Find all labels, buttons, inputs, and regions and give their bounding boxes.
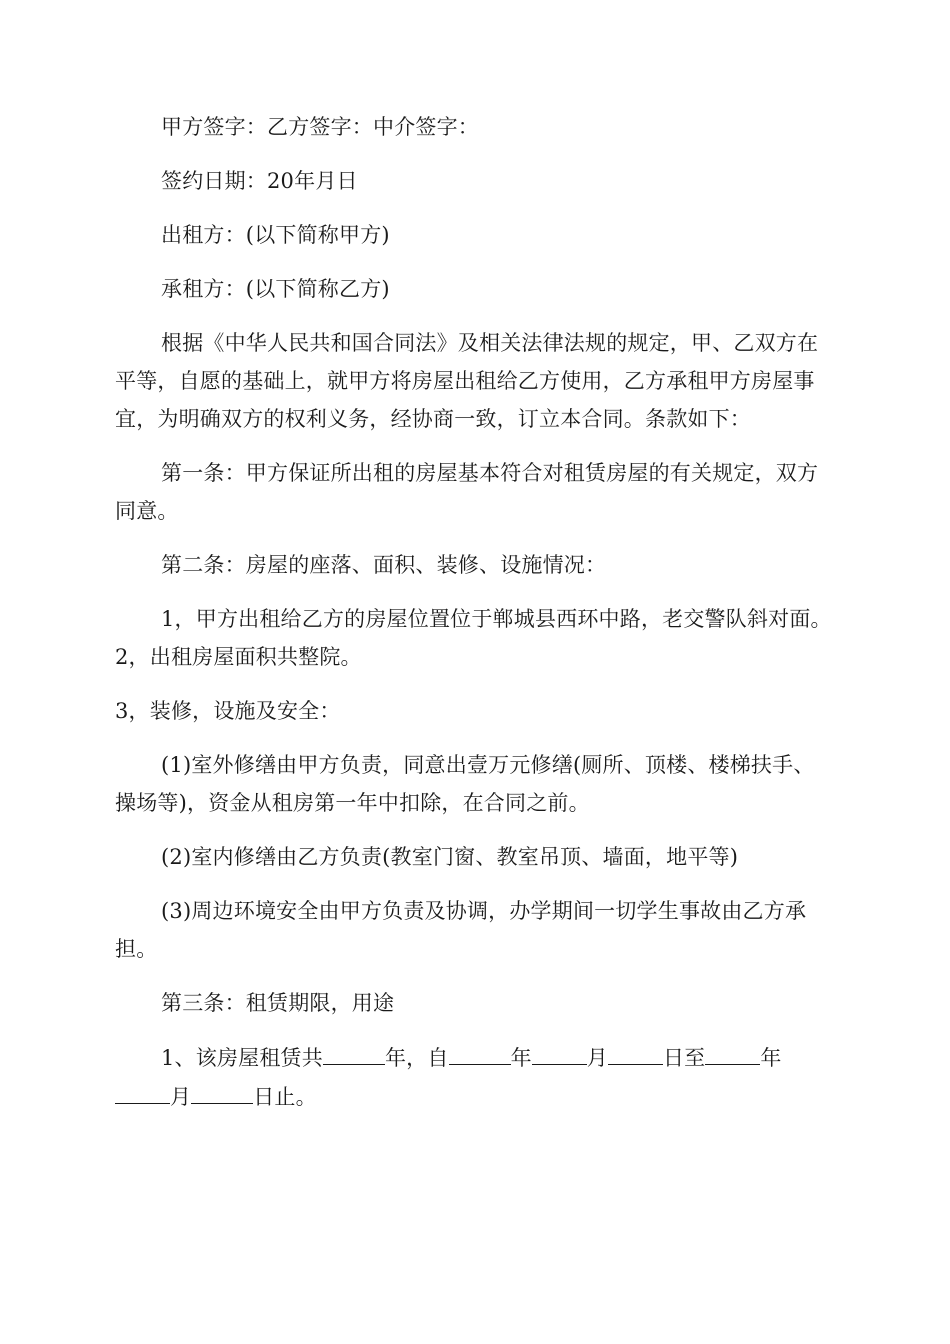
term-text-3: 年 bbox=[510, 1046, 532, 1070]
article-3-heading: 第三条：租赁期限，用途 bbox=[161, 991, 395, 1015]
article-1-paragraph: 第一条：甲方保证所出租的房屋基本符合对租赁房屋的有关规定，双方同意。 bbox=[115, 461, 819, 523]
term-text-1: 1、该房屋租赁共 bbox=[161, 1046, 323, 1070]
subclause-2: (2)室内修缮由乙方负责(教室门窗、教室吊顶、墙面，地平等) bbox=[161, 845, 739, 869]
blank-start-year bbox=[449, 1038, 511, 1065]
article-2-heading: 第二条：房屋的座落、面积、装修、设施情况： bbox=[161, 553, 607, 577]
term-text-8: 日止。 bbox=[253, 1085, 317, 1109]
subclause-3: (3)周边环境安全由甲方负责及协调，办学期间一切学生事故由乙方承担。 bbox=[115, 899, 807, 961]
term-text-2: 年，自 bbox=[384, 1046, 449, 1070]
lease-term-paragraph bbox=[115, 1038, 835, 1116]
term-text-6: 年 bbox=[760, 1046, 782, 1070]
blank-years bbox=[323, 1038, 385, 1065]
blank-start-month bbox=[532, 1038, 587, 1065]
sign-date-line: 签约日期：20年月日 bbox=[161, 169, 358, 193]
signature-line: 甲方签字：乙方签字：中介签字： bbox=[161, 115, 479, 139]
blank-end-day bbox=[191, 1077, 253, 1104]
article-2-item-3: 3，装修，设施及安全： bbox=[115, 699, 341, 723]
term-text-5: 日至 bbox=[662, 1046, 706, 1070]
contract-page bbox=[115, 108, 835, 1116]
article-2-item-1: 1，甲方出租给乙方的房屋位置位于郸城县西环中路，老交警队斜对面。2，出租房屋面积共整院。 bbox=[115, 607, 832, 669]
subclause-1: (1)室外修缮由甲方负责，同意出壹万元修缮(厕所、顶楼、楼梯扶手、操场等)，资金从租房第一年中扣除，在合同之前。 bbox=[115, 753, 815, 815]
term-text-4: 月 bbox=[586, 1046, 608, 1070]
blank-start-day bbox=[608, 1038, 663, 1065]
preamble-paragraph: 根据《中华人民共和国合同法》及相关法律法规的规定，甲、乙双方在平等，自愿的基础上，就甲方将房屋出租给乙方使用，乙方承租甲方房屋事宜，为明确双方的权利义务，经协商一致，订立本合同。条款如下： bbox=[115, 331, 819, 431]
blank-end-year bbox=[705, 1038, 760, 1065]
lessor-line: 出租方：(以下简称甲方) bbox=[161, 223, 390, 247]
blank-end-month bbox=[115, 1077, 170, 1104]
lessee-line: 承租方：(以下简称乙方) bbox=[161, 277, 390, 301]
term-text-7: 月 bbox=[170, 1085, 192, 1109]
